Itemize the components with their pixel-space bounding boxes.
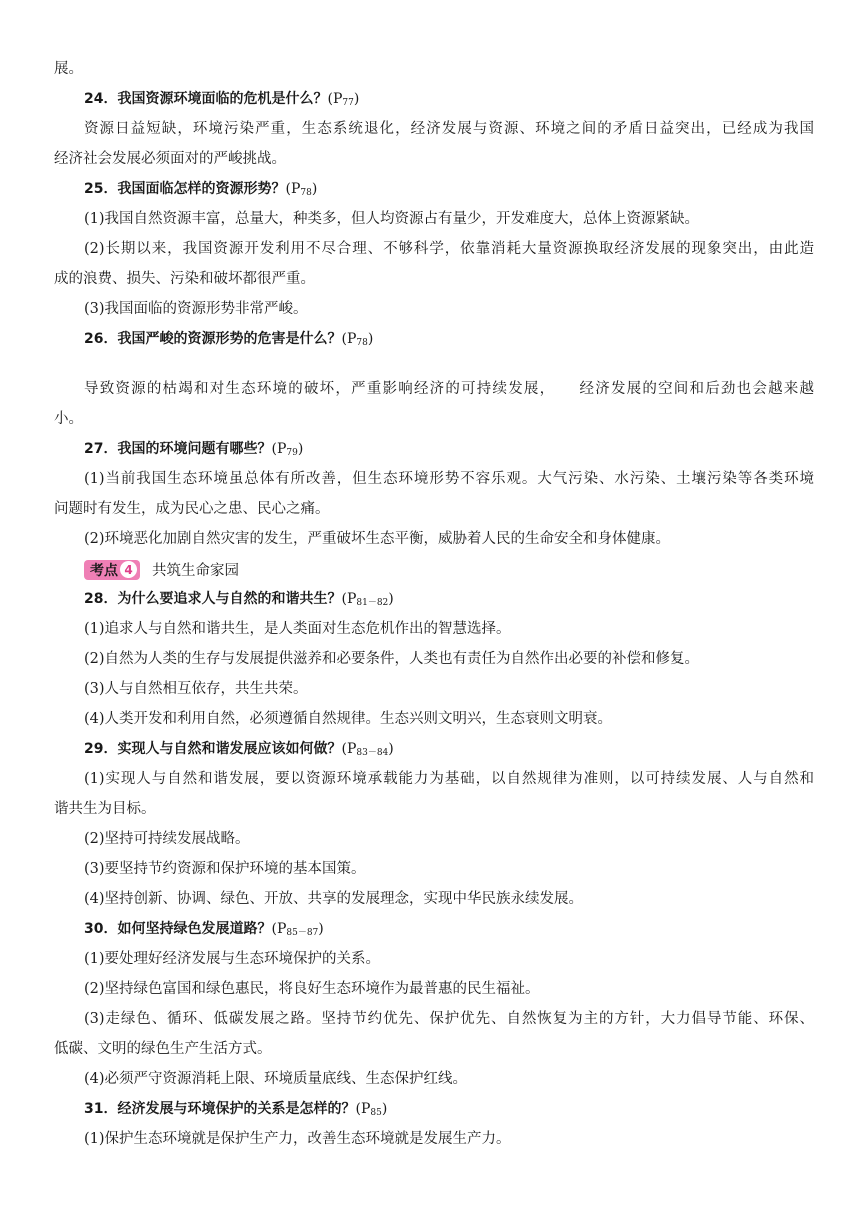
- paragraph-line: (1)保护生态环境就是保护生产力，改善生态环境就是发展生产力。: [84, 1131, 511, 1147]
- paragraph-line: 问题时有发生，成为民心之患、民心之痛。: [54, 501, 330, 517]
- question-heading: 26．我国严峻的资源形势的危害是什么？$(P_{78})$: [84, 331, 374, 348]
- question-heading: 28．为什么要追求人与自然的和谐共生？$(P_{81-82})$: [84, 591, 394, 608]
- paragraph-line: 导致资源的枯竭和对生态环境的破坏，严重影响经济的可持续发展， 经济发展的空间和后劲也会越来越: [84, 381, 814, 397]
- paragraph-line: 小。: [54, 411, 83, 427]
- paragraph-line: (2)自然为人类的生存与发展提供滋养和必要条件，人类也有责任为自然作出必要的补偿和修复。: [84, 651, 700, 667]
- kaodian-section-header: [84, 559, 239, 580]
- paragraph-line: (4)坚持创新、协调、绿色、开放、共享的发展理念，实现中华民族永续发展。: [84, 891, 584, 907]
- paragraph-line: (1)我国自然资源丰富，总量大，种类多，但人均资源占有量少，开发难度大，总体上资源紧缺。: [84, 211, 700, 227]
- question-heading: 31．经济发展与环境保护的关系是怎样的？$(P_{85})$: [84, 1101, 388, 1118]
- paragraph-line: (2)坚持绿色富国和绿色惠民，将良好生态环境作为最普惠的民生福祉。: [84, 981, 540, 997]
- paragraph-line: (1)当前我国生态环境虽总体有所改善，但生态环境形势不容乐观。大气污染、水污染、土壤污染等各类环境: [84, 471, 814, 487]
- paragraph-line: 展。: [54, 61, 83, 77]
- paragraph-line: (4)必须严守资源消耗上限、环境质量底线、生态保护红线。: [84, 1071, 468, 1087]
- paragraph-line: (1)追求人与自然和谐共生，是人类面对生态危机作出的智慧选择。: [84, 621, 511, 637]
- question-heading: 24．我国资源环境面临的危机是什么？$(P_{77})$: [84, 91, 360, 108]
- paragraph-line: (2)长期以来，我国资源开发利用不尽合理、不够科学，依靠消耗大量资源换取经济发展的现象突出，由此造: [84, 241, 814, 257]
- paragraph-line: 低碳、文明的绿色生产生活方式。: [54, 1041, 272, 1057]
- question-heading: 27．我国的环境问题有哪些？$(P_{79})$: [84, 441, 304, 458]
- question-heading: 25．我国面临怎样的资源形势？$(P_{78})$: [84, 181, 318, 198]
- paragraph-line: (4)人类开发和利用自然，必须遵循自然规律。生态兴则文明兴，生态衰则文明衰。: [84, 711, 613, 727]
- paragraph-line: (2)环境恶化加剧自然灾害的发生，严重破坏生态平衡，威胁着人民的生命安全和身体健康。: [84, 531, 671, 547]
- question-heading: 29．实现人与自然和谐发展应该如何做？$(P_{83-84})$: [84, 741, 394, 758]
- kaodian-label: 考点: [90, 562, 118, 579]
- paragraph-line: (3)要坚持节约资源和保护环境的基本国策。: [84, 861, 366, 877]
- paragraph-line: (2)坚持可持续发展战略。: [84, 831, 250, 847]
- paragraph-line: (1)实现人与自然和谐发展，要以资源环境承载能力为基础，以自然规律为准则，以可持续发展、人与自然和: [84, 771, 814, 787]
- paragraph-line: (3)人与自然相互依存，共生共荣。: [84, 681, 308, 697]
- kaodian-title: 共筑生命家园: [152, 563, 239, 579]
- paragraph-line: 成的浪费、损失、污染和破坏都很严重。: [54, 271, 315, 287]
- kaodian-badge: [84, 560, 140, 580]
- paragraph-line: (3)走绿色、循环、低碳发展之路。坚持节约优先、保护优先、自然恢复为主的方针，大力倡导节能、环保、: [84, 1011, 814, 1027]
- paragraph-line: 资源日益短缺，环境污染严重，生态系统退化，经济发展与资源、环境之间的矛盾日益突出，已经成为我国: [84, 121, 814, 137]
- paragraph-line: (1)要处理好经济发展与生态环境保护的关系。: [84, 951, 381, 967]
- paragraph-line: 谐共生为目标。: [54, 801, 156, 817]
- paragraph-line: 经济社会发展必须面对的严峻挑战。: [54, 151, 286, 167]
- kaodian-number: 4: [120, 561, 137, 578]
- paragraph-line: (3)我国面临的资源形势非常严峻。: [84, 301, 308, 317]
- question-heading: 30．如何坚持绿色发展道路？$(P_{85-87})$: [84, 921, 324, 938]
